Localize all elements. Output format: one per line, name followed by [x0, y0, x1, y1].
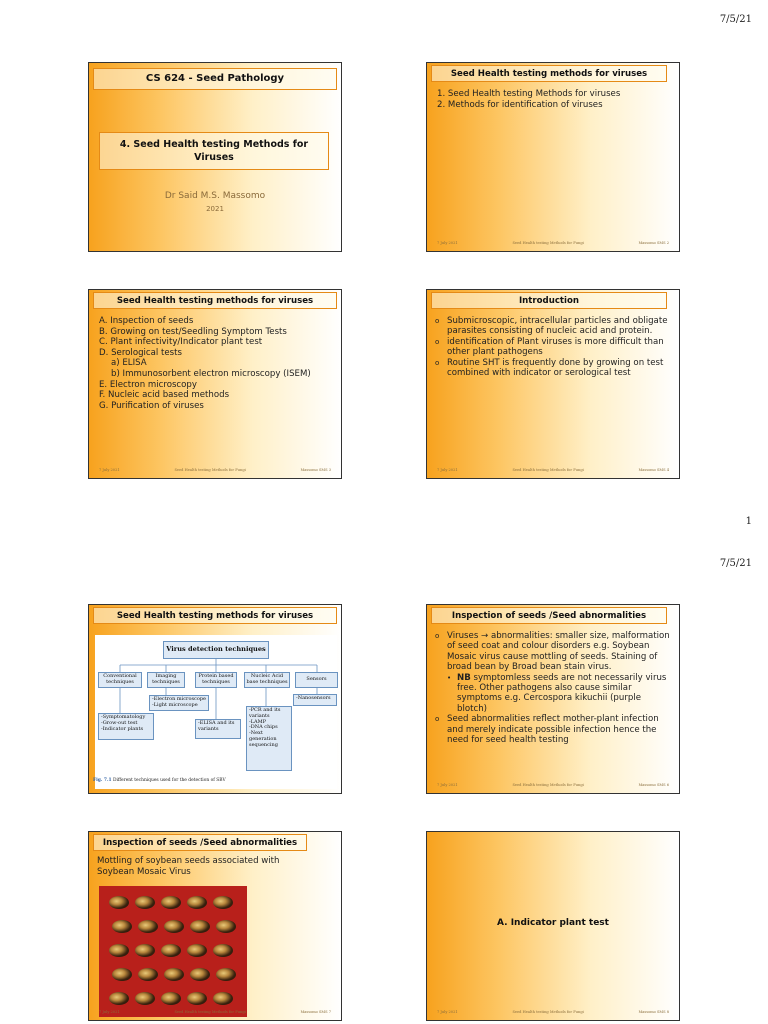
- sub-bullet-item: • NB symptomless seeds are not necessarily virus free. Other pathogens also cause similar symptoms e.g. Cercospora kikuchii (purple blotch): [447, 672, 667, 714]
- slide-title: Inspection of seeds /Seed abnormalities: [93, 834, 307, 851]
- list-item: a) ELISA: [111, 358, 147, 369]
- slide-title: Seed Health testing methods for viruses: [93, 292, 337, 309]
- soybean-seed: [138, 920, 158, 933]
- bullet-item: o Routine SHT is frequently done by growing on test combined with indicator or serological test: [435, 357, 664, 379]
- slide-title: CS 624 - Seed Pathology: [93, 68, 337, 90]
- soybean-seed: [190, 968, 210, 981]
- sensor-methods: -Nanosensors: [293, 694, 337, 706]
- figure-caption: Fig. 7.1 Different techniques used for the detection of SBV: [93, 778, 226, 783]
- slide-footer: 7 July 2021 Seed Health testing Methods for Fungi Massomo SMS 4: [437, 468, 669, 472]
- slide-title: Seed Health testing methods for viruses: [93, 607, 337, 624]
- list-item: C. Plant infectivity/Indicator plant test: [99, 337, 263, 348]
- slide-8: [426, 831, 680, 1021]
- root-node: Virus detection techniques: [163, 641, 269, 659]
- slide-footer: 7 July 2021 Seed Health testing Methods for Fungi Massomo SMS 6: [437, 783, 669, 787]
- page-number: 1: [745, 516, 752, 527]
- soybean-seed: [109, 992, 129, 1005]
- nucleic-methods: -PCR and its variants -LAMP -DNA chips -Next generation sequencing: [246, 706, 292, 771]
- imaging-methods: -Electron microscope -Light microscope: [149, 695, 209, 711]
- soybean-seed: [190, 920, 210, 933]
- slide-2: [426, 62, 680, 252]
- year: 2021: [206, 205, 224, 213]
- soybean-seed: [109, 896, 129, 909]
- soybean-seed: [213, 896, 233, 909]
- conventional-methods: -Symptomatology -Grow-out test -Indicator plants: [98, 713, 154, 740]
- slide-4: [426, 289, 680, 479]
- list-item: b) Immunosorbent electron microscopy (ISEM): [111, 368, 311, 379]
- slide-3: [88, 289, 342, 479]
- list-item: 2. Methods for identification of viruses: [437, 99, 603, 110]
- soybean-seed: [213, 944, 233, 957]
- slide-1: [88, 62, 342, 252]
- soybean-seed: [112, 968, 132, 981]
- soybean-seed: [135, 992, 155, 1005]
- soybean-seed: [213, 992, 233, 1005]
- list-item: E. Electron microscopy: [99, 379, 197, 390]
- soybean-seed: [161, 944, 181, 957]
- category-node: Nucleic Acid base techniques: [244, 672, 290, 688]
- list-item: G. Purification of viruses: [99, 400, 204, 411]
- soybean-seed: [138, 968, 158, 981]
- detection-diagram: [95, 635, 337, 789]
- bullet-item: o identification of Plant viruses is more difficult than other plant pathogens: [435, 336, 664, 358]
- soybean-seed: [135, 944, 155, 957]
- soybean-seed: [187, 992, 207, 1005]
- soybean-seed: [187, 944, 207, 957]
- soybean-seed: [164, 920, 184, 933]
- slide-title: Inspection of seeds /Seed abnormalities: [431, 607, 667, 624]
- author: Dr Said M.S. Massomo: [164, 191, 266, 201]
- list-item: 1. Seed Health testing Methods for viruses: [437, 89, 621, 99]
- list-item: A. Inspection of seeds: [99, 316, 194, 326]
- slide-7: [88, 831, 342, 1021]
- slide-subtitle: 4. Seed Health testing Methods for Viruses: [99, 132, 329, 170]
- slide-footer: 7 July 2021 Seed Health testing Methods for Fungi Massomo SMS 3: [99, 468, 331, 472]
- slide-title: Introduction: [431, 292, 667, 309]
- category-node: Protein based techniques: [195, 672, 237, 688]
- soybean-seed: [164, 968, 184, 981]
- slide-6: [426, 604, 680, 794]
- slide-footer: 7 July 2021 Seed Health testing Methods for Fungi Massomo SMS 8: [437, 1010, 669, 1014]
- page-date: 7/5/21: [719, 558, 752, 569]
- soybean-seed: [161, 896, 181, 909]
- bullet-item: o Viruses → abnormalities: smaller size, malformation of seed coat and colour disorders e.g. Soybean Mosaic virus cause mottling of seeds. Staining of broad bean by Broad bean stain virus.: [435, 631, 670, 673]
- slide-5: [88, 604, 342, 794]
- slide-footer: 7 July 2021 Seed Health testing Methods for Fungi Massomo SMS 2: [437, 241, 669, 245]
- soybean-seed: [187, 896, 207, 909]
- list-item: F. Nucleic acid based methods: [99, 390, 230, 401]
- slide-footer: 7 July 2021 Seed Health testing Methods for Fungi Massomo SMS 7: [99, 1010, 331, 1014]
- category-node: Conventional techniques: [98, 672, 142, 688]
- list-item: B. Growing on test/Seedling Symptom Tests: [99, 326, 287, 337]
- soybean-seeds-photo: [99, 886, 247, 1017]
- soybean-seed: [161, 992, 181, 1005]
- soybean-seed: [216, 968, 236, 981]
- slide-text: Mottling of soybean seeds associated with Soybean Mosaic Virus: [97, 856, 280, 877]
- soybean-seed: [109, 944, 129, 957]
- protein-methods: -ELISA and its variants: [195, 719, 241, 739]
- slide-text: A. Indicator plant test: [497, 918, 609, 928]
- soybean-seed: [112, 920, 132, 933]
- bullet-item: o Seed abnormalities reflect mother-plant infection and merely indicate possible infection hence the need for seed health testing: [435, 714, 659, 746]
- soybean-seed: [216, 920, 236, 933]
- category-node: Sensors: [295, 672, 338, 688]
- slide-title: Seed Health testing methods for viruses: [431, 65, 667, 82]
- page-date: 7/5/21: [719, 14, 752, 25]
- bullet-item: o Submicroscopic, intracellular particles and obligate parasites consisting of nucleic acid and protein.: [435, 316, 668, 337]
- list-item: D. Serological tests: [99, 347, 183, 358]
- category-node: Imaging techniques: [147, 672, 185, 688]
- soybean-seed: [135, 896, 155, 909]
